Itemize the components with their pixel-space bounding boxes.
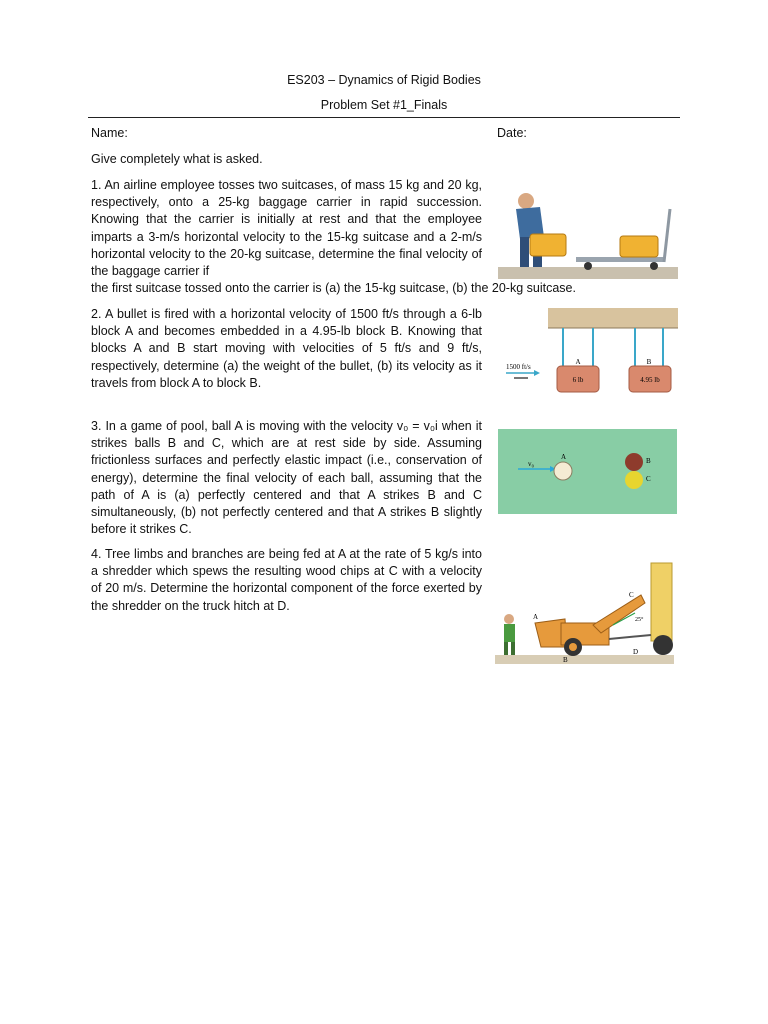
name-label: Name: [91,126,128,140]
ceiling [548,308,678,328]
ground [495,655,674,664]
ball-b [625,453,643,471]
problem-1-text-continued: the first suitcase tossed onto the carrier is (a) the 15-kg suitcase, (b) the 20-kg suitcase. [91,281,576,295]
ball-a [554,462,572,480]
bullet-velocity: 1500 ft/s [506,363,531,371]
baggage-carrier [576,257,664,262]
wood-shredder-figure [495,561,674,664]
problem-2-text: 2. A bullet is fired with a horizontal velocity of 1500 ft/s through a 6-lb block A and becomes embedded in a 4.95-lb block B. Knowing that blocks A and B start moving with velocities of 5 ft/s and 9 ft/s, respectively, determine (a) the weight of the bullet, (b) its velocity as it travels from block A to block B. [91,307,482,390]
date-label: Date: [497,126,527,140]
truck-wheel [653,635,673,655]
header-divider [88,117,680,118]
label-a: A [561,453,567,461]
pool-table [498,429,677,514]
angle-label: 25° [635,617,644,623]
worker-head [518,193,534,209]
suitcase-20kg [620,236,658,257]
label-b: B [646,457,651,465]
weight-b: 4.95 lb [640,376,660,384]
problem-3-text: 3. In a game of pool, ball A is moving with the velocity v₀ = v₀i when it strikes balls B and C, which are at rest side by side. Assuming frictionless surfaces and perfectly elastic impact (i.e., conservation of energy), determine the final velocity of each ball, assuming that the path of A is (a) perfectly centered and that A strikes B and C simultaneously, (b) not perfectly centered and that A strikes B slightly before it strikes C. [91,419,482,537]
pool-balls-figure [498,429,677,514]
bullet-blocks-figure [500,308,678,394]
truck [651,563,672,641]
ball-c [625,471,643,489]
baggage-carrier-figure [498,179,678,279]
problem-4-text: 4. Tree limbs and branches are being fed at A at the rate of 5 kg/s into a shredder which spews the resulting wood chips at C with a velocity of 20 m/s. Determine the horizontal component of the force exerted by the shredder on the truck hitch at D. [91,547,482,613]
label-c: C [646,475,651,483]
label-a: A [575,358,581,366]
weight-a: 6 lb [572,376,584,384]
suitcase-15kg [530,234,566,256]
label-d: D [633,648,639,656]
course-title: ES203 – Dynamics of Rigid Bodies [287,73,481,87]
label-b: B [563,656,568,664]
worker [504,624,515,642]
label-a: A [533,613,539,621]
label-b: B [646,358,652,366]
instructions: Give completely what is asked. [91,152,263,166]
problem-1-text: 1. An airline employee tosses two suitcases, of mass 15 kg and 20 kg, respectively, onto a 25-kg baggage carrier in rapid succession. Knowing that the carrier is initially at rest and that the employee imparts a 3-m/s horizontal velocity to the 15-kg suitcase and a 2-m/s horizontal velocity to the 20-kg suitcase, determine the final velocity of the baggage carrier if [91,178,482,279]
problem-set-title: Problem Set #1_Finals [320,98,448,112]
label-c: C [629,591,634,599]
v0-label: v₀ [528,460,534,468]
